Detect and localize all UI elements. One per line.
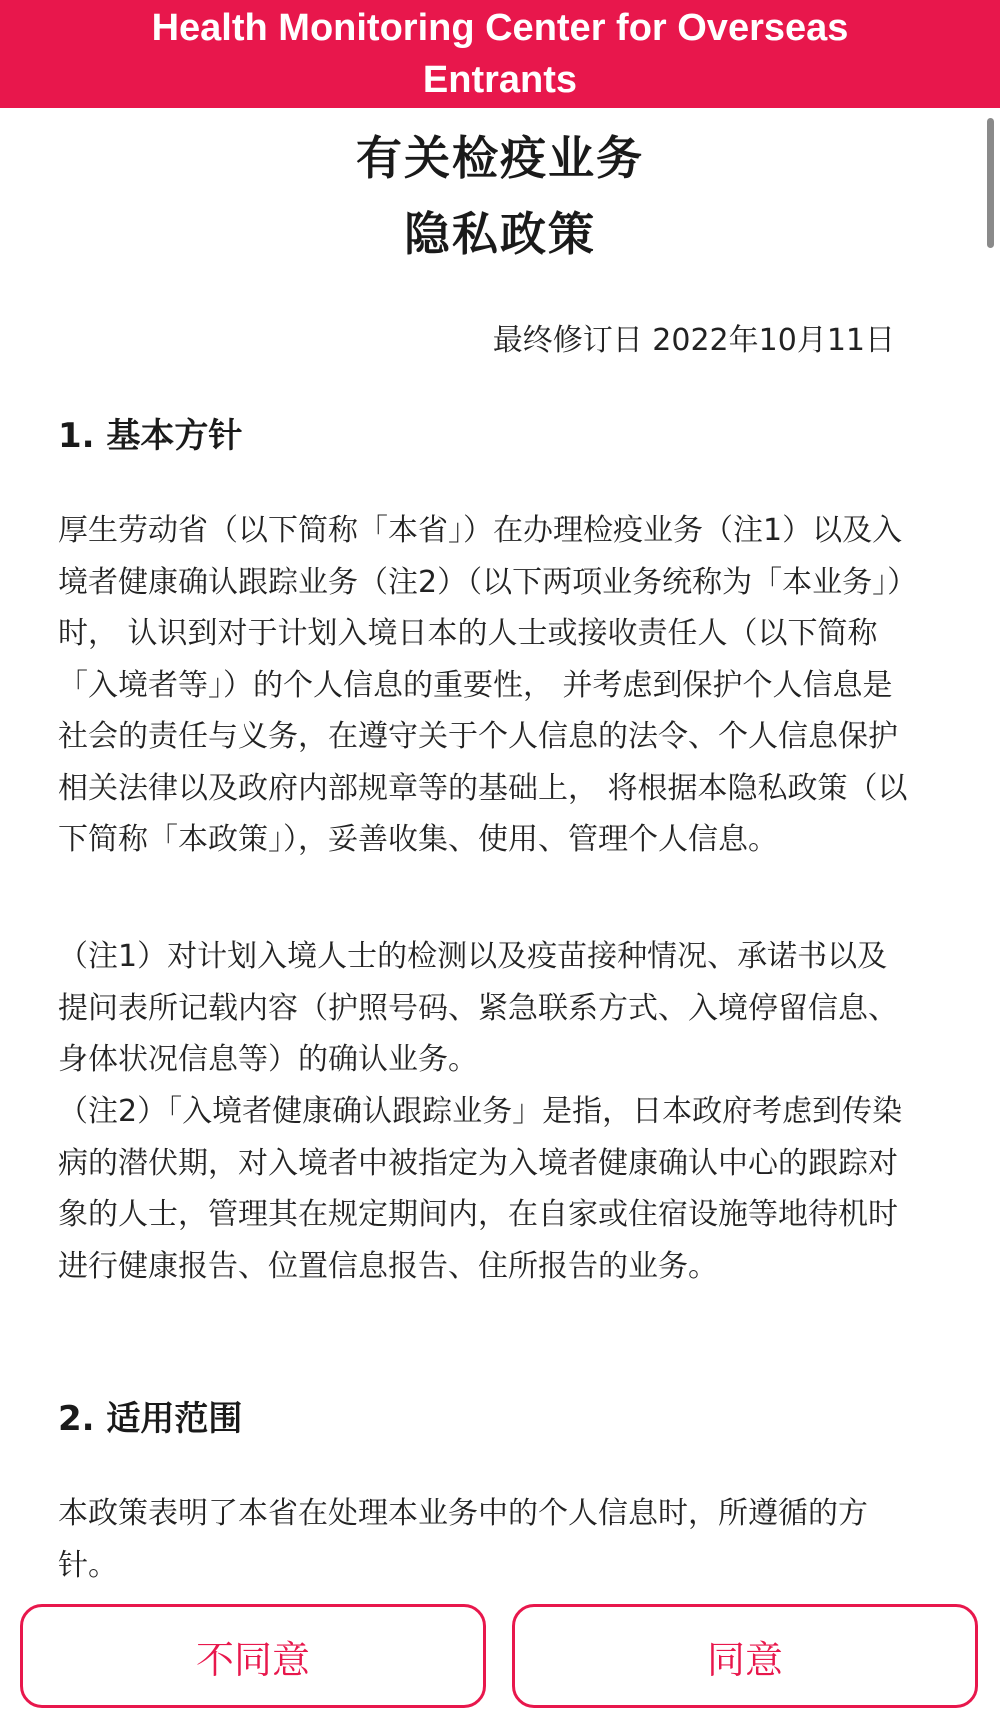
section-heading-scope: 2. 适用范围 (58, 1399, 243, 1439)
note-2-paragraph: （注2）「入境者健康确认跟踪业务」是指，日本政府考虑到传染病的潜伏期，对入境者中被指定为入境者健康确认中心的跟踪对象的人士，管理其在规定期间内，在自家或住宿设施等地待机时进行健康报告、位置信息报告、住所报告的业务。 (58, 1094, 903, 1284)
section-paragraph: 厚生劳动省（以下简称「本省」）在办理检疫业务（注1）以及入境者健康确认跟踪业务（注2）（以下两项业务统称为「本业务」）时， 认识到对于计划入境日本的人士或接收责任人（以下简称「入境者等」）的个人信息的重要性， 并考虑到保护个人信息是社会的责任与义务，在遵守关于个人信息的法令、个人信息保护相关法律以及政府内部规章等的基础上， 将根据本隐私政策（以下简称「本政策」），妥善收集、使用、管理个人信息。 (58, 513, 908, 857)
policy-scroll-area[interactable] (0, 108, 1000, 1586)
document-title-line2: 隐私政策 (404, 207, 596, 261)
header-title: Health Monitoring Center for Overseas Entrants (151, 7, 849, 101)
app-header (0, 0, 1000, 108)
disagree-button[interactable]: 不同意 (20, 1604, 486, 1708)
section-heading-basic-policy: 1. 基本方针 (58, 416, 243, 456)
revised-date: 最终修订日 2022年10月11日 (492, 323, 895, 358)
document-title-line1: 有关检疫业务 (356, 131, 644, 185)
agree-button[interactable]: 同意 (512, 1604, 978, 1708)
document-title (0, 120, 1000, 272)
section-paragraph: 本政策表明了本省在处理本业务中的个人信息时，所遵循的方针。 (58, 1496, 868, 1583)
consent-footer (0, 1586, 1000, 1730)
note-1-paragraph: （注1）对计划入境人士的检测以及疫苗接种情况、承诺书以及提问表所记载内容（护照号码、紧急联系方式、入境停留信息、身体状况信息等）的确认业务。 (58, 939, 898, 1077)
vertical-scrollbar[interactable] (987, 118, 994, 248)
